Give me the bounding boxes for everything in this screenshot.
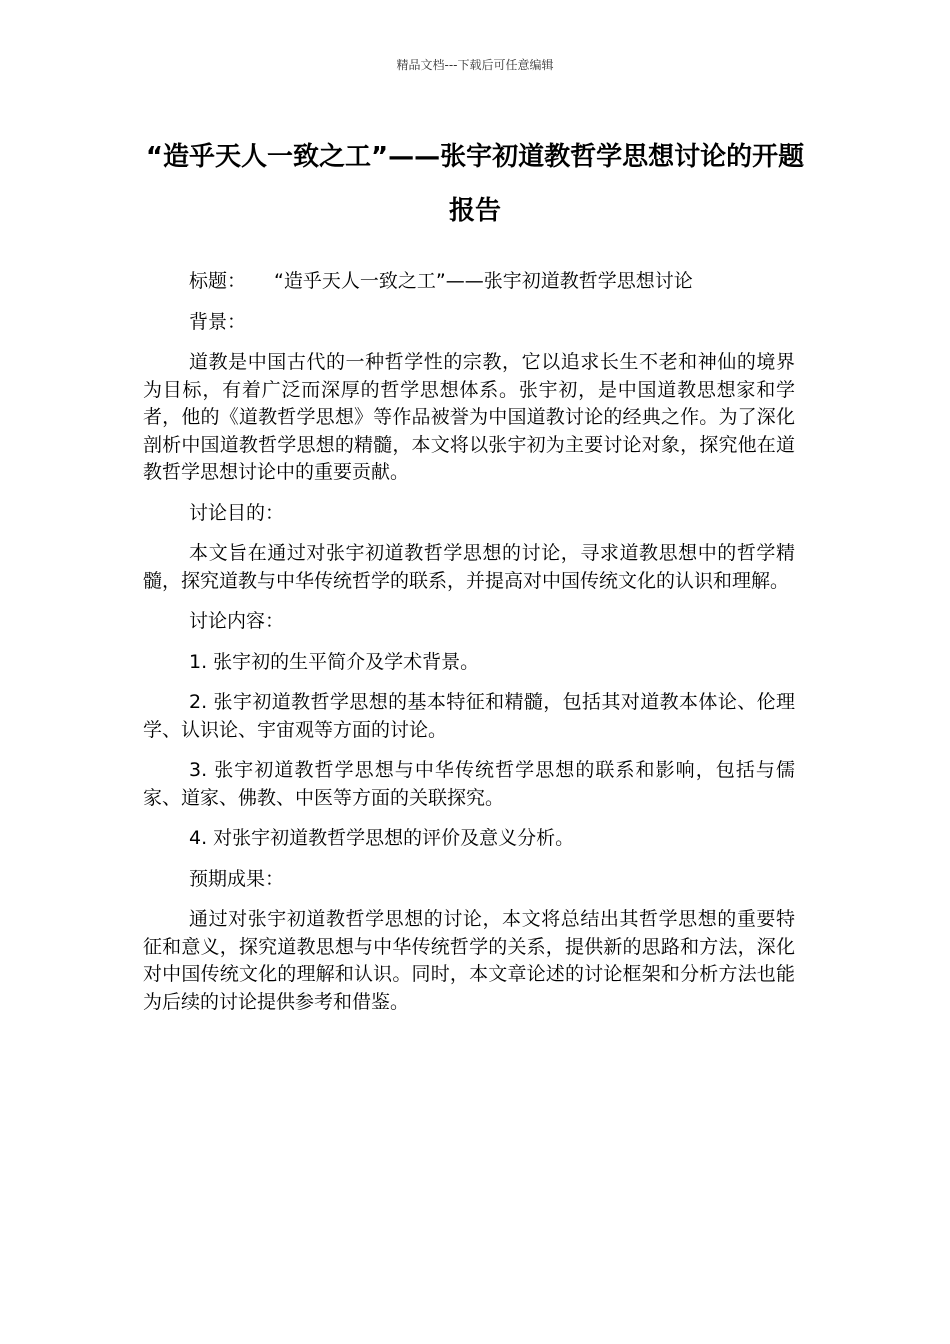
document-title: “造乎天人一致之工”——张宇初道教哲学思想讨论的开题报告 — [145, 142, 805, 226]
purpose-paragraph: 本文旨在通过对张宇初道教哲学思想的讨论，寻求道教思想中的哲学精髓，探究道教与中华传统哲学的联系，并提高对中国传统文化的认识和理解。 — [143, 542, 795, 592]
content-item-3: 3. 张宇初道教哲学思想与中华传统哲学思想的联系和影响，包括与儒家、道家、佛教、中医等方面的关联探究。 — [143, 759, 795, 809]
background-paragraph: 道教是中国古代的一种哲学性的宗教，它以追求长生不老和神仙的境界为目标，有着广泛而深厚的哲学思想体系。张宇初，是中国道教思想家和学者，他的《道教哲学思想》等作品被誉为中国道教讨论的经典之作。为了深化剖析中国道教哲学思想的精髓，本文将以张宇初为主要讨论对象，探究他在道教哲学思想讨论中的重要贡献。 — [143, 351, 795, 483]
background-heading: 背景： — [189, 310, 247, 333]
content-item-4: 4. 对张宇初道教哲学思想的评价及意义分析。 — [189, 827, 575, 849]
purpose-heading: 讨论目的： — [189, 501, 285, 524]
content-item-1: 1. 张宇初的生平简介及学术背景。 — [189, 650, 480, 673]
title-value: “造乎天人一致之工”——张宇初道教哲学思想讨论 — [274, 270, 693, 292]
title-field — [143, 268, 795, 296]
document-body — [143, 268, 795, 1029]
results-paragraph: 通过对张宇初道教哲学思想的讨论，本文将总结出其哲学思想的重要特征和意义，探究道教思想与中华传统哲学的关系，提供新的思路和方法，深化对中国传统文化的理解和认识。同时，本文章论述的讨论框架和分析方法也能为后续的讨论提供参考和借鉴。 — [143, 908, 795, 1013]
title-label: 标题： — [189, 270, 247, 292]
results-heading: 预期成果： — [189, 867, 285, 890]
page-header: 精品文档---下载后可任意编辑 — [396, 58, 554, 72]
content-heading: 讨论内容： — [189, 610, 285, 632]
content-item-2: 2. 张宇初道教哲学思想的基本特征和精髓，包括其对道教本体论、伦理学、认识论、宇宙观等方面的讨论。 — [143, 691, 795, 741]
